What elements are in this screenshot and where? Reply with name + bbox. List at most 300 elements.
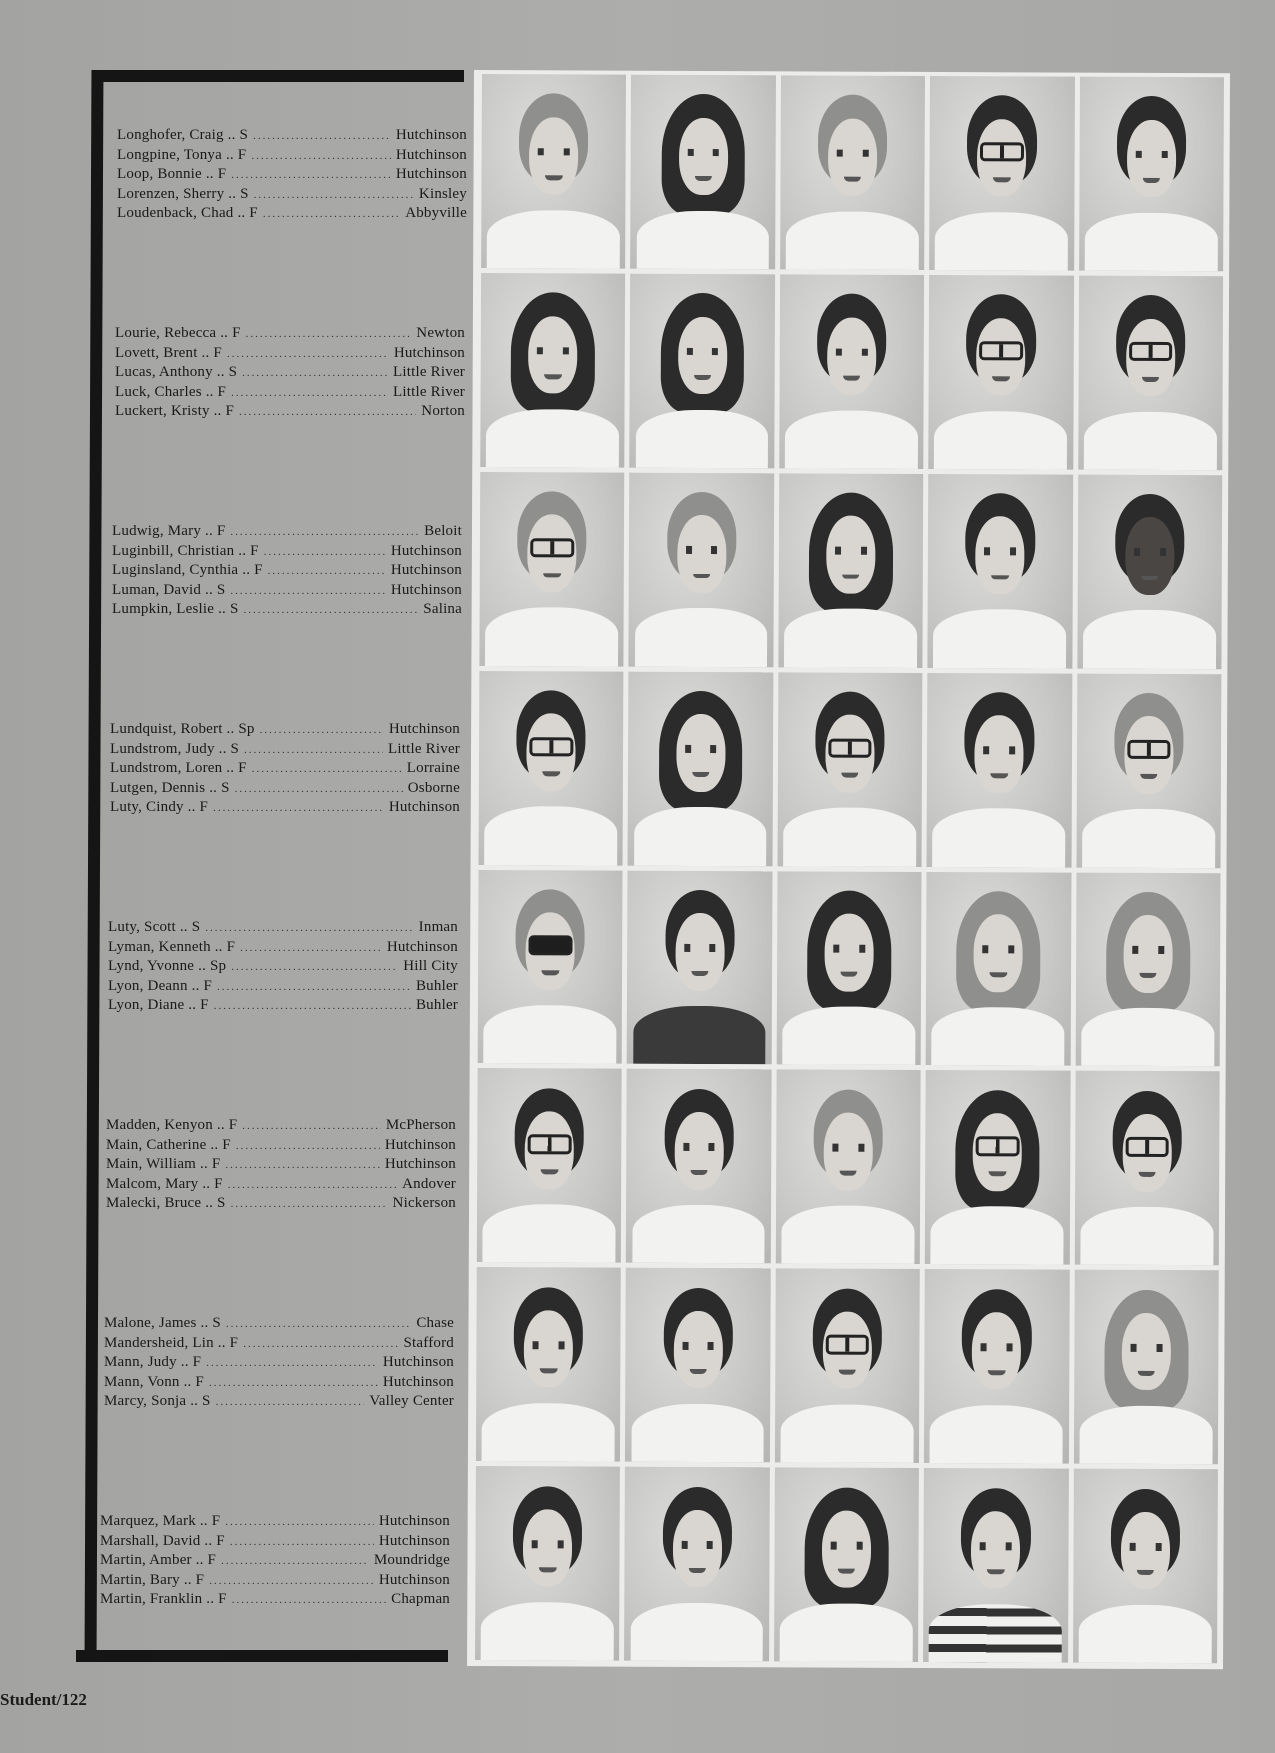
student-portrait — [775, 1269, 920, 1464]
portrait-shirt — [634, 807, 767, 866]
leader-dots — [230, 1533, 374, 1552]
portrait-mouth — [544, 374, 561, 379]
student-portrait — [1079, 77, 1224, 272]
student-name: Malcom, Mary .. F — [106, 1175, 223, 1192]
portrait-mouth — [1139, 973, 1156, 978]
portrait-eyes — [984, 747, 1016, 755]
student-portrait — [1074, 1071, 1219, 1266]
student-name: Longhofer, Craig .. S — [117, 127, 249, 143]
student-portrait — [626, 1069, 771, 1264]
roster-entry — [112, 542, 462, 562]
leader-dots — [232, 1591, 386, 1610]
hometown: Chapman — [391, 1591, 450, 1608]
student-name: Main, Catherine .. F — [106, 1136, 231, 1153]
hometown: Hutchinson — [388, 799, 460, 816]
portrait-glasses — [1129, 342, 1172, 362]
portrait-shirt — [1083, 610, 1216, 669]
portrait-grid — [475, 74, 1224, 1663]
portrait-glasses — [976, 1136, 1019, 1156]
portrait-glasses — [530, 538, 573, 558]
student-portrait — [925, 1070, 1070, 1265]
portrait-mouth — [541, 1169, 558, 1174]
portrait-glasses — [828, 738, 871, 758]
roster-entry — [108, 996, 458, 1016]
leader-dots — [230, 523, 419, 542]
student-portrait — [627, 870, 772, 1065]
student-portrait — [776, 1070, 921, 1265]
student-portrait — [777, 672, 922, 867]
portrait-mouth — [844, 176, 861, 181]
portrait-eyes — [1132, 946, 1164, 954]
student-portrait — [924, 1269, 1069, 1464]
hometown: Hutchinson — [384, 1156, 456, 1173]
portrait-mouth — [542, 772, 559, 777]
portrait-eyes — [1130, 1344, 1162, 1352]
portrait-shirt — [1084, 212, 1217, 271]
portrait-shirt — [780, 1404, 913, 1463]
portrait-mouth — [1141, 575, 1158, 580]
portrait-eyes — [537, 347, 569, 355]
hometown: Buhler — [415, 997, 458, 1014]
student-portrait — [927, 673, 1072, 868]
portrait-glasses — [1127, 739, 1170, 759]
hometown: Hutchinson — [393, 344, 465, 361]
student-name: Marquez, Mark .. F — [100, 1513, 221, 1529]
leader-dots — [242, 364, 388, 383]
portrait-eyes — [1134, 548, 1166, 556]
portrait-mouth — [692, 772, 709, 777]
portrait-shirt — [636, 210, 769, 269]
roster-entry — [104, 1392, 454, 1412]
roster-group — [110, 720, 460, 818]
leader-dots — [209, 1572, 374, 1591]
portrait-eyes — [836, 348, 868, 356]
roster-entry — [112, 561, 462, 581]
leader-dots — [221, 1552, 369, 1571]
leader-dots — [206, 1354, 378, 1373]
portrait-glasses — [1125, 1137, 1168, 1157]
portrait-mouth — [539, 1567, 556, 1572]
hometown: Little River — [388, 740, 460, 757]
student-name: Luty, Scott .. S — [108, 919, 201, 935]
student-portrait — [778, 473, 923, 668]
leader-dots — [254, 186, 414, 205]
hometown: Hutchinson — [390, 542, 462, 559]
student-portrait — [1074, 1270, 1219, 1465]
leader-dots — [251, 147, 390, 166]
portrait-shirt — [786, 211, 919, 270]
hometown: Hutchinson — [378, 1513, 450, 1529]
leader-dots — [264, 543, 386, 562]
hometown: Kinsley — [418, 185, 467, 202]
student-name: Lundstrom, Judy .. S — [110, 740, 240, 757]
hometown: Hutchinson — [390, 581, 462, 598]
student-name: Mandersheid, Lin .. F — [104, 1334, 239, 1351]
portrait-eyes — [682, 1342, 714, 1350]
student-name: Luckert, Kristy .. F — [115, 403, 234, 420]
portrait-shirt — [633, 1006, 766, 1065]
portrait-mouth — [843, 375, 860, 380]
portrait-mouth — [1143, 178, 1160, 183]
leader-dots — [231, 958, 398, 977]
student-portrait — [1077, 474, 1222, 669]
student-name: Malecki, Bruce .. S — [106, 1195, 226, 1212]
portrait-eyes — [983, 945, 1015, 953]
student-portrait — [480, 273, 625, 468]
portrait-mouth — [690, 1170, 707, 1175]
portrait-shirt — [481, 1602, 614, 1661]
hometown: McPherson — [385, 1117, 456, 1133]
leader-dots — [209, 1374, 378, 1393]
roster-entry — [110, 798, 460, 818]
student-portrait — [481, 74, 626, 269]
roster-entry — [112, 581, 462, 601]
leader-dots — [225, 1513, 374, 1532]
portrait-mouth — [1140, 774, 1157, 779]
leader-dots — [246, 325, 412, 344]
hometown: Hutchinson — [395, 127, 467, 143]
portrait-shirt — [782, 1007, 915, 1066]
student-name: Lovett, Brent .. F — [115, 344, 222, 361]
portrait-mouth — [987, 1569, 1004, 1574]
leader-dots — [216, 1393, 365, 1412]
hometown: Osborne — [407, 779, 460, 796]
roster-entry — [117, 146, 467, 166]
roster-bracket-bottom — [76, 1650, 448, 1662]
portrait-eyes — [538, 148, 570, 156]
roster-entry — [115, 402, 465, 422]
hometown: Little River — [393, 383, 465, 400]
roster-group — [104, 1314, 454, 1412]
roster-entry — [108, 938, 458, 958]
student-name: Luginsland, Cynthia .. F — [112, 562, 263, 579]
portrait-shirt — [483, 1005, 616, 1064]
leader-dots — [252, 760, 402, 779]
student-name: Loudenback, Chad .. F — [117, 205, 258, 222]
portrait-eyes — [984, 548, 1016, 556]
portrait-eyes — [686, 347, 718, 355]
portrait-shirt — [780, 1603, 913, 1662]
student-portrait — [774, 1467, 919, 1662]
portrait-shirt — [932, 808, 1065, 867]
portrait-shirt — [1078, 1604, 1211, 1663]
portrait-shirt — [785, 410, 918, 469]
leader-dots — [253, 127, 391, 146]
leader-dots — [244, 601, 419, 620]
roster-entry — [104, 1314, 454, 1334]
portrait-eyes — [833, 945, 865, 953]
student-portrait — [923, 1468, 1068, 1663]
student-portrait — [631, 75, 776, 270]
roster-group — [115, 324, 465, 422]
hometown: Newton — [416, 325, 465, 341]
roster-entry — [100, 1590, 450, 1610]
leader-dots — [260, 721, 384, 740]
portrait-mouth — [694, 375, 711, 380]
portrait-mouth — [1137, 1570, 1154, 1575]
roster-entry — [106, 1136, 456, 1156]
portrait-shirt — [635, 409, 768, 468]
student-portrait — [929, 76, 1074, 271]
student-name: Main, William .. F — [106, 1156, 221, 1173]
student-portrait — [1078, 276, 1223, 471]
portrait-shirt — [483, 1204, 616, 1263]
hometown: Hutchinson — [386, 938, 458, 955]
portrait-eyes — [532, 1540, 564, 1548]
portrait-eyes — [681, 1541, 713, 1549]
roster-entry — [108, 977, 458, 997]
portrait-shirt — [935, 212, 1068, 271]
roster-entry — [110, 740, 460, 760]
leader-dots — [214, 997, 411, 1016]
portrait-eyes — [684, 944, 716, 952]
portrait-mouth — [842, 574, 859, 579]
leader-dots — [263, 205, 400, 224]
student-name: Mann, Vonn .. F — [104, 1373, 204, 1390]
student-name: Lucas, Anthony .. S — [115, 364, 238, 381]
roster-entry — [106, 1116, 456, 1136]
student-name: Luty, Cindy .. F — [110, 799, 209, 816]
portrait-mouth — [840, 972, 857, 977]
hometown: Andover — [402, 1175, 456, 1192]
student-portrait — [928, 474, 1073, 669]
hometown: Hutchinson — [388, 721, 460, 737]
portrait-mouth — [693, 574, 710, 579]
roster-entry — [106, 1175, 456, 1195]
roster-entry — [106, 1155, 456, 1175]
portrait-shirt — [630, 1603, 763, 1662]
student-name: Madden, Kenyon .. F — [106, 1117, 238, 1133]
leader-dots — [244, 741, 383, 760]
portrait-shirt — [931, 1206, 1064, 1265]
portrait-shirt — [933, 609, 1066, 668]
student-name: Lundquist, Robert .. Sp — [110, 721, 255, 737]
student-name: Ludwig, Mary .. F — [112, 523, 226, 539]
student-portrait — [625, 1268, 770, 1463]
roster-group — [117, 126, 467, 224]
roster-entry — [115, 324, 465, 344]
portrait-shirt — [631, 1404, 764, 1463]
leader-dots — [236, 1137, 380, 1156]
student-name: Lyon, Deann .. F — [108, 977, 213, 994]
student-name: Martin, Franklin .. F — [100, 1591, 227, 1608]
portrait-glasses — [529, 936, 572, 956]
student-portrait — [630, 274, 775, 469]
roster-entry — [115, 383, 465, 403]
hometown: Hutchinson — [382, 1354, 454, 1371]
portrait-mouth — [992, 376, 1009, 381]
portrait-shirt — [486, 409, 619, 468]
hometown: Stafford — [403, 1334, 454, 1351]
portrait-eyes — [831, 1541, 863, 1549]
hometown: Hutchinson — [378, 1532, 450, 1549]
portrait-mouth — [838, 1569, 855, 1574]
hometown: Hutchinson — [384, 1136, 456, 1153]
portrait-shirt — [783, 808, 916, 867]
leader-dots — [230, 582, 385, 601]
portrait-mouth — [990, 973, 1007, 978]
hometown: Norton — [421, 403, 465, 420]
leader-dots — [205, 919, 413, 938]
roster-entry — [117, 185, 467, 205]
student-name: Martin, Amber .. F — [100, 1552, 217, 1569]
portrait-mouth — [839, 1370, 856, 1375]
portrait-eyes — [533, 1341, 565, 1349]
portrait-glasses — [980, 142, 1023, 162]
portrait-panel — [467, 70, 1230, 1669]
student-name: Malone, James .. S — [104, 1315, 221, 1331]
roster-entry — [112, 600, 462, 620]
student-name: Luman, David .. S — [112, 581, 226, 598]
student-portrait — [1073, 1469, 1218, 1664]
portrait-mouth — [992, 575, 1009, 580]
portrait-shirt — [635, 608, 768, 667]
portrait-mouth — [545, 175, 562, 180]
roster-entry — [100, 1512, 450, 1532]
portrait-shirt — [932, 1007, 1065, 1066]
portrait-eyes — [687, 149, 719, 157]
student-portrait — [780, 75, 925, 270]
leader-dots — [231, 1195, 388, 1214]
student-portrait — [629, 472, 774, 667]
roster-entry — [110, 759, 460, 779]
student-portrait — [478, 870, 623, 1065]
portrait-eyes — [683, 1143, 715, 1151]
leader-dots — [228, 1176, 397, 1195]
roster-entry — [106, 1194, 456, 1214]
portrait-shirt — [1082, 809, 1215, 868]
leader-dots — [243, 1335, 398, 1354]
hometown: Salina — [423, 601, 462, 618]
leader-dots — [231, 166, 391, 185]
roster-entry — [115, 363, 465, 383]
portrait-mouth — [991, 774, 1008, 779]
portrait-shirt — [1079, 1406, 1212, 1465]
roster-entry — [100, 1551, 450, 1571]
roster-entry — [108, 957, 458, 977]
leader-dots — [217, 978, 411, 997]
portrait-mouth — [1138, 1172, 1155, 1177]
student-portrait — [926, 871, 1071, 1066]
portrait-glasses — [826, 1335, 869, 1355]
portrait-glasses — [979, 341, 1022, 361]
student-name: Lumpkin, Leslie .. S — [112, 601, 239, 618]
student-portrait — [779, 274, 924, 469]
roster-entry — [108, 918, 458, 938]
hometown: Hutchinson — [395, 146, 467, 163]
hometown: Hutchinson — [382, 1373, 454, 1390]
student-portrait — [624, 1467, 769, 1662]
leader-dots — [227, 345, 389, 364]
leader-dots — [231, 384, 388, 403]
portrait-shirt — [930, 1405, 1063, 1464]
portrait-shirt — [482, 1403, 615, 1462]
roster-entry — [100, 1571, 450, 1591]
portrait-mouth — [988, 1370, 1005, 1375]
hometown: Chase — [416, 1315, 454, 1331]
portrait-mouth — [840, 1171, 857, 1176]
leader-dots — [225, 1156, 379, 1175]
portrait-mouth — [694, 176, 711, 181]
student-name: Lundstrom, Loren .. F — [110, 760, 247, 777]
student-name: Mann, Judy .. F — [104, 1354, 202, 1371]
hometown: Beloit — [424, 523, 462, 539]
student-name: Lyman, Kenneth .. F — [108, 938, 236, 955]
portrait-mouth — [542, 971, 559, 976]
portrait-shirt — [1081, 1008, 1214, 1067]
student-portrait — [1075, 872, 1220, 1067]
page-number: Student/122 — [0, 1690, 87, 1709]
student-name: Marcy, Sonja .. S — [104, 1393, 211, 1410]
roster-group — [112, 522, 462, 620]
student-name: Lyon, Diane .. F — [108, 997, 209, 1014]
roster-entry — [104, 1353, 454, 1373]
portrait-eyes — [835, 547, 867, 555]
hometown: Inman — [418, 919, 458, 935]
leader-dots — [213, 799, 384, 818]
portrait-eyes — [686, 546, 718, 554]
portrait-eyes — [1136, 151, 1168, 159]
portrait-shirt — [784, 609, 917, 668]
student-portrait — [1076, 673, 1221, 868]
roster-entry — [115, 344, 465, 364]
portrait-eyes — [980, 1542, 1012, 1550]
portrait-mouth — [691, 971, 708, 976]
portrait-shirt — [929, 1604, 1062, 1663]
portrait-mouth — [989, 1171, 1006, 1176]
portrait-shirt — [934, 411, 1067, 470]
leader-dots — [240, 939, 382, 958]
portrait-mouth — [543, 573, 560, 578]
leader-dots — [268, 562, 386, 581]
portrait-eyes — [685, 745, 717, 753]
portrait-eyes — [837, 149, 869, 157]
roster-entry — [112, 522, 462, 542]
student-name: Lorenzen, Sherry .. S — [117, 185, 249, 202]
student-name: Loop, Bonnie .. F — [117, 166, 227, 183]
hometown: Moundridge — [373, 1552, 450, 1569]
student-portrait — [479, 671, 624, 866]
student-name: Luginbill, Christian .. F — [112, 542, 259, 559]
leader-dots — [235, 780, 403, 799]
portrait-shirt — [484, 806, 617, 865]
leader-dots — [239, 403, 416, 422]
portrait-mouth — [1142, 377, 1159, 382]
portrait-glasses — [528, 1135, 571, 1155]
hometown: Valley Center — [369, 1393, 454, 1410]
student-name: Lourie, Rebecca .. F — [115, 325, 241, 341]
portrait-glasses — [530, 737, 573, 757]
portrait-eyes — [981, 1343, 1013, 1351]
portrait-mouth — [689, 1369, 706, 1374]
student-name: Marshall, David .. F — [100, 1532, 225, 1549]
student-name: Lynd, Yvonne .. Sp — [108, 958, 227, 975]
roster-entry — [104, 1373, 454, 1393]
hometown: Hutchinson — [390, 562, 462, 579]
portrait-shirt — [485, 608, 618, 667]
portrait-mouth — [993, 177, 1010, 182]
portrait-mouth — [841, 773, 858, 778]
student-name: Lutgen, Dennis .. S — [110, 779, 230, 796]
student-portrait — [928, 275, 1073, 470]
roster-group — [106, 1116, 456, 1214]
hometown: Nickerson — [392, 1195, 456, 1212]
hometown: Lorraine — [406, 760, 460, 777]
student-name: Luck, Charles .. F — [115, 383, 227, 400]
hometown: Hutchinson — [395, 166, 467, 183]
hometown: Buhler — [415, 977, 458, 994]
portrait-shirt — [487, 210, 620, 269]
